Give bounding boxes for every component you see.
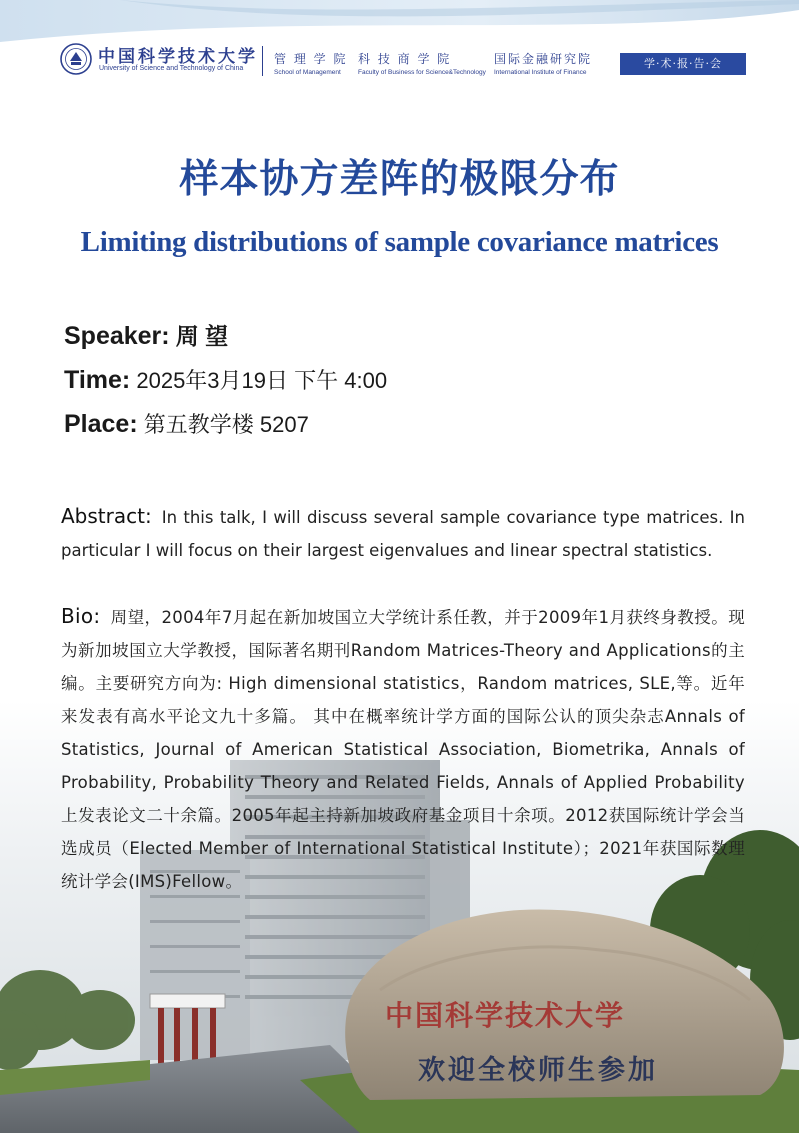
header-bar [0, 36, 799, 86]
welcome-slogan: 欢迎全校师生参加 [418, 1055, 658, 1086]
place-value: 第五教学楼 5207 [143, 412, 309, 437]
speaker-line [64, 318, 228, 351]
school-management [274, 50, 347, 76]
abstract-label: Abstract: [61, 504, 152, 528]
school-management-en: School of Management [274, 69, 341, 76]
school-finance-institute [494, 50, 592, 76]
abstract-text: In this talk, I will discuss several sample covariance type matrices. In particular I will focus on their largest eigenvalues and linear spectral statistics. [61, 508, 745, 560]
place-line [64, 408, 309, 439]
school-business-tech [358, 50, 486, 76]
bio-label: Bio: [61, 604, 101, 628]
bio-text: 周望，2004年7月起在新加坡国立大学统计系任教，并于2009年1月获终身教授。现为新加坡国立大学教授，国际著名期刊Random Matrices-Theory and Applications的主编。主要研究方向为: High dimensional statistics，Random matrices, SLE,等。近年来发表有高水平论文九十多篇。 其中在概率统计学方面的国际公认的顶尖杂志Annals of Statistics, Journal of American Statistical Association, Biometrika, Annals of Probability, Probability Theory and Related Fields, Annals of Applied Probability上发表论文二十余篇。2005年起主持新加坡政府基金项目十余项。2012获国际统计学会当选成员（Elected Member of International Statistical Institute）；2021年获国际数理统计学会(IMS)Fellow。 [61, 608, 745, 891]
talk-title-cn: 样本协方差阵的极限分布 [179, 156, 620, 202]
time-value: 2025年3月19日 下午 4:00 [136, 368, 388, 393]
academic-report-badge: 学·术·报·告·会 [620, 53, 746, 75]
speaker-label: Speaker: [64, 322, 170, 350]
bio-section [61, 600, 745, 898]
time-line [64, 364, 387, 395]
university-seal-icon [60, 43, 92, 75]
talk-title-en: Limiting distributions of sample covariance matrices [80, 226, 719, 258]
time-label: Time: [64, 366, 131, 394]
header-divider [262, 46, 263, 76]
place-label: Place: [64, 410, 138, 438]
school-management-cn: 管 理 学 院 [274, 52, 348, 66]
school-business-tech-cn: 科 技 商 学 院 [358, 52, 452, 66]
abstract-section [61, 500, 745, 567]
school-finance-institute-cn: 国际金融研究院 [494, 52, 593, 66]
university-name-en: University of Science and Technology of China [99, 65, 244, 72]
rock-carved-text: 中国科学技术大学 [385, 999, 626, 1032]
school-finance-institute-en: International Institute of Finance [494, 69, 587, 76]
speaker-name: 周 望 [175, 323, 229, 349]
university-name-cn: 中国科学技术大学 [98, 47, 258, 67]
school-business-tech-en: Faculty of Business for Science&Technology [358, 69, 486, 76]
